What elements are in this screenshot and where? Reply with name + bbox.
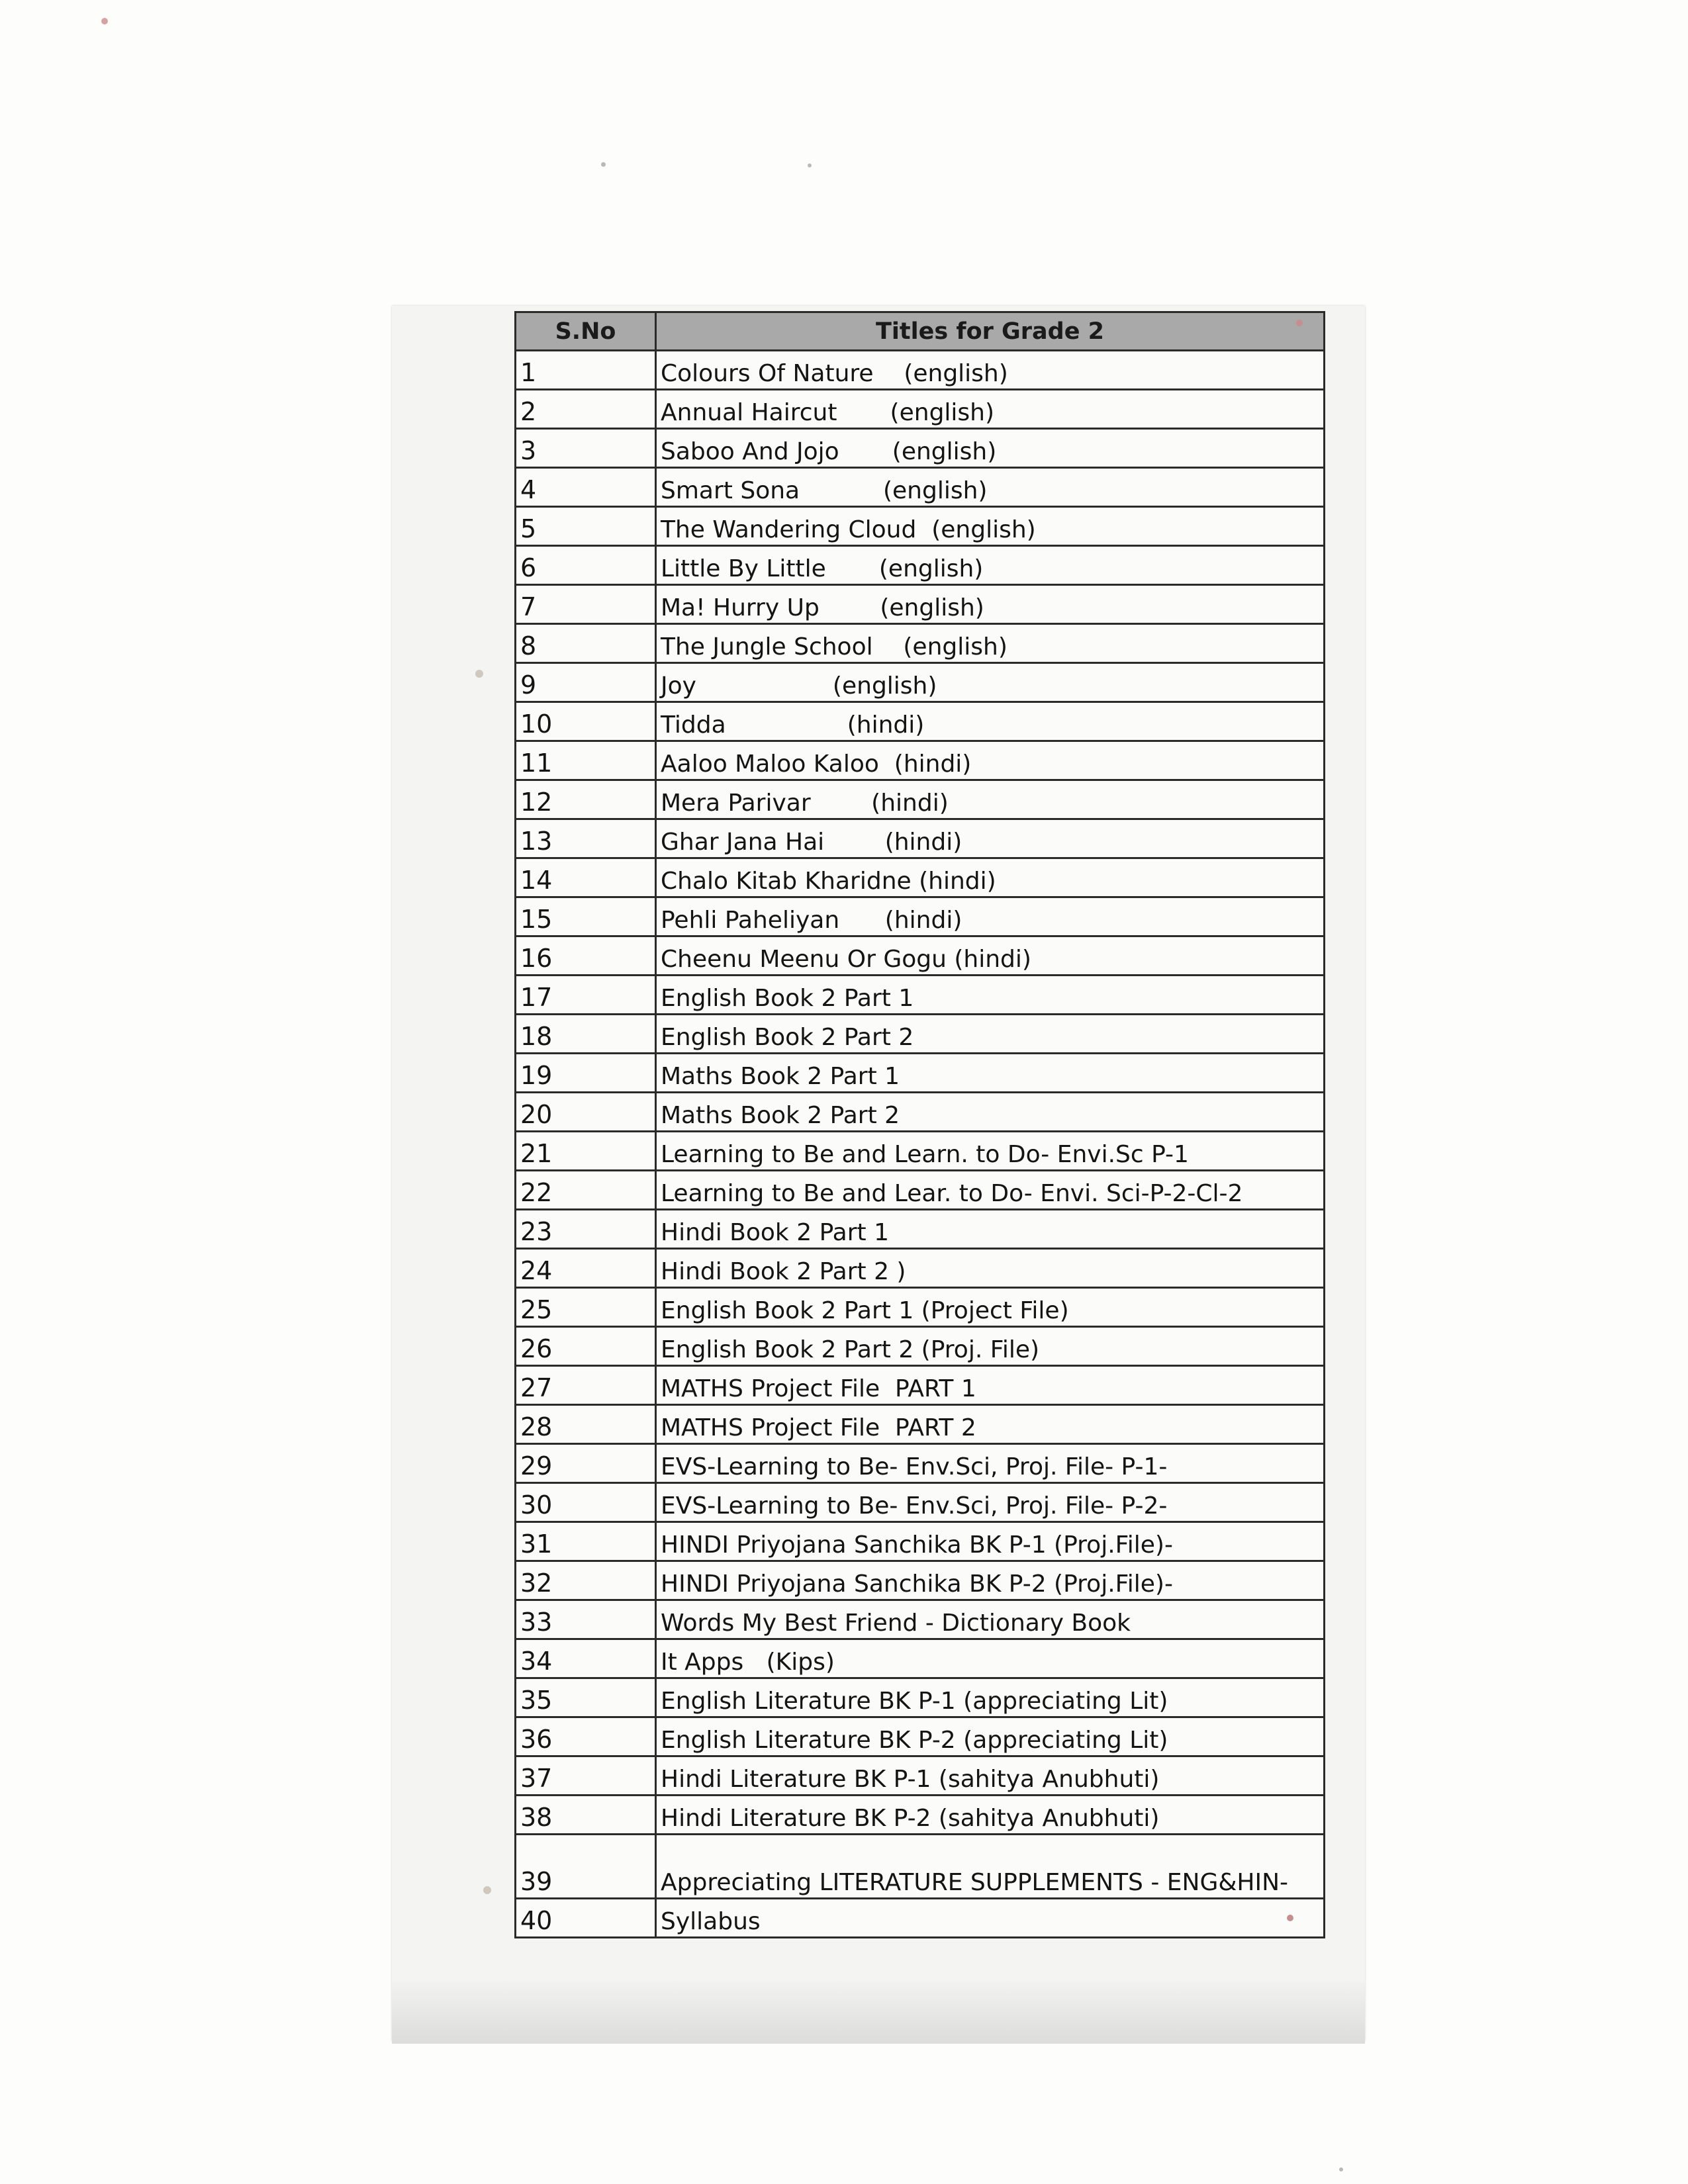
table-row [516, 936, 1325, 976]
row-title: Tidda (hindi) [656, 702, 1325, 741]
table-row [516, 1756, 1325, 1796]
row-sno: 20 [516, 1093, 656, 1132]
table-row [516, 1210, 1325, 1249]
row-sno: 15 [516, 897, 656, 936]
table-row [516, 1249, 1325, 1288]
row-title: It Apps (Kips) [656, 1639, 1325, 1678]
table-row [516, 1600, 1325, 1639]
row-sno: 27 [516, 1366, 656, 1405]
row-title: English Book 2 Part 2 [656, 1015, 1325, 1054]
table-row [516, 663, 1325, 702]
row-title: Appreciating LITERATURE SUPPLEMENTS - ENG&HIN- [656, 1835, 1325, 1899]
table-row [516, 1639, 1325, 1678]
row-sno: 19 [516, 1054, 656, 1093]
row-title: Annual Haircut (english) [656, 390, 1325, 429]
row-title: EVS-Learning to Be- Env.Sci, Proj. File- P-2- [656, 1483, 1325, 1522]
row-sno: 39 [516, 1835, 656, 1899]
row-title: Aaloo Maloo Kaloo (hindi) [656, 741, 1325, 780]
row-sno: 23 [516, 1210, 656, 1249]
row-sno: 33 [516, 1600, 656, 1639]
table-row [516, 1054, 1325, 1093]
row-title: Learning to Be and Learn. to Do- Envi.Sc P-1 [656, 1132, 1325, 1171]
row-title: Colours Of Nature (english) [656, 351, 1325, 390]
row-sno: 2 [516, 390, 656, 429]
row-sno: 1 [516, 351, 656, 390]
row-title: Maths Book 2 Part 1 [656, 1054, 1325, 1093]
header-sno: S.No [516, 312, 656, 351]
row-sno: 4 [516, 468, 656, 507]
row-sno: 14 [516, 858, 656, 897]
table-row [516, 702, 1325, 741]
row-sno: 32 [516, 1561, 656, 1600]
row-sno: 3 [516, 429, 656, 468]
row-title: English Literature BK P-2 (appreciating Lit) [656, 1717, 1325, 1756]
row-title: English Literature BK P-1 (appreciating Lit) [656, 1678, 1325, 1717]
row-title: English Book 2 Part 1 (Project File) [656, 1288, 1325, 1327]
table-row [516, 546, 1325, 585]
table-row [516, 780, 1325, 819]
table-header-row [516, 312, 1325, 351]
row-sno: 34 [516, 1639, 656, 1678]
row-title: MATHS Project File PART 1 [656, 1366, 1325, 1405]
scan-speck [101, 18, 108, 24]
row-sno: 13 [516, 819, 656, 858]
row-sno: 22 [516, 1171, 656, 1210]
table-row [516, 858, 1325, 897]
table-row [516, 1366, 1325, 1405]
scan-speck [808, 163, 812, 167]
row-sno: 16 [516, 936, 656, 976]
row-sno: 11 [516, 741, 656, 780]
table-row [516, 1132, 1325, 1171]
row-sno: 31 [516, 1522, 656, 1561]
table-row [516, 1717, 1325, 1756]
row-sno: 10 [516, 702, 656, 741]
row-title: Words My Best Friend - Dictionary Book [656, 1600, 1325, 1639]
table-row [516, 624, 1325, 663]
row-sno: 17 [516, 976, 656, 1015]
row-sno: 26 [516, 1327, 656, 1366]
row-sno: 25 [516, 1288, 656, 1327]
table-row [516, 1561, 1325, 1600]
row-sno: 35 [516, 1678, 656, 1717]
row-title: Saboo And Jojo (english) [656, 429, 1325, 468]
grade-2-titles-table [514, 311, 1325, 1938]
row-sno: 21 [516, 1132, 656, 1171]
table-row [516, 1015, 1325, 1054]
row-title: Little By Little (english) [656, 546, 1325, 585]
header-titles: Titles for Grade 2 [656, 312, 1325, 351]
scan-speck [1287, 1915, 1293, 1921]
table-row [516, 741, 1325, 780]
table-row [516, 1288, 1325, 1327]
row-title: English Book 2 Part 1 [656, 976, 1325, 1015]
table-row [516, 1444, 1325, 1483]
table-row [516, 897, 1325, 936]
row-title: Learning to Be and Lear. to Do- Envi. Sci-P-2-Cl-2 [656, 1171, 1325, 1210]
row-title: Mera Parivar (hindi) [656, 780, 1325, 819]
table-row [516, 390, 1325, 429]
row-title: English Book 2 Part 2 (Proj. File) [656, 1327, 1325, 1366]
table-row [516, 351, 1325, 390]
table-row [516, 429, 1325, 468]
row-title: Ma! Hurry Up (english) [656, 585, 1325, 624]
row-title: Chalo Kitab Kharidne (hindi) [656, 858, 1325, 897]
table-row [516, 1093, 1325, 1132]
row-sno: 40 [516, 1899, 656, 1938]
scan-speck [475, 670, 483, 678]
row-title: Ghar Jana Hai (hindi) [656, 819, 1325, 858]
row-sno: 6 [516, 546, 656, 585]
row-title: Joy (english) [656, 663, 1325, 702]
row-title: Hindi Book 2 Part 1 [656, 1210, 1325, 1249]
row-sno: 38 [516, 1796, 656, 1835]
scan-speck [601, 162, 606, 167]
row-title: The Jungle School (english) [656, 624, 1325, 663]
row-sno: 5 [516, 507, 656, 546]
row-title: EVS-Learning to Be- Env.Sci, Proj. File- P-1- [656, 1444, 1325, 1483]
table-row [516, 1835, 1325, 1899]
scan-speck [1339, 2167, 1343, 2171]
row-sno: 24 [516, 1249, 656, 1288]
row-sno: 9 [516, 663, 656, 702]
row-sno: 36 [516, 1717, 656, 1756]
table-row [516, 507, 1325, 546]
table-row [516, 819, 1325, 858]
table-row [516, 1678, 1325, 1717]
row-sno: 7 [516, 585, 656, 624]
row-title: Smart Sona (english) [656, 468, 1325, 507]
row-title: The Wandering Cloud (english) [656, 507, 1325, 546]
row-title: Syllabus [656, 1899, 1325, 1938]
table-body [516, 351, 1325, 1938]
table-row [516, 1171, 1325, 1210]
table-row [516, 1522, 1325, 1561]
row-sno: 12 [516, 780, 656, 819]
row-title: HINDI Priyojana Sanchika BK P-2 (Proj.File)- [656, 1561, 1325, 1600]
row-sno: 8 [516, 624, 656, 663]
table-row [516, 1405, 1325, 1444]
row-title: Maths Book 2 Part 2 [656, 1093, 1325, 1132]
row-title: Hindi Literature BK P-1 (sahitya Anubhuti) [656, 1756, 1325, 1796]
table-row [516, 1327, 1325, 1366]
row-sno: 28 [516, 1405, 656, 1444]
table-row [516, 1796, 1325, 1835]
row-title: HINDI Priyojana Sanchika BK P-1 (Proj.File)- [656, 1522, 1325, 1561]
table-row [516, 976, 1325, 1015]
scan-speck [483, 1886, 491, 1894]
row-title: Cheenu Meenu Or Gogu (hindi) [656, 936, 1325, 976]
row-sno: 18 [516, 1015, 656, 1054]
row-sno: 30 [516, 1483, 656, 1522]
scan-speck [1296, 320, 1303, 326]
row-title: Hindi Literature BK P-2 (sahitya Anubhuti) [656, 1796, 1325, 1835]
table-row [516, 1483, 1325, 1522]
row-title: Hindi Book 2 Part 2 ) [656, 1249, 1325, 1288]
table-row [516, 1899, 1325, 1938]
paper-bottom-shadow [392, 1981, 1365, 2044]
table-row [516, 468, 1325, 507]
row-title: Pehli Paheliyan (hindi) [656, 897, 1325, 936]
row-sno: 37 [516, 1756, 656, 1796]
row-sno: 29 [516, 1444, 656, 1483]
row-title: MATHS Project File PART 2 [656, 1405, 1325, 1444]
table-row [516, 585, 1325, 624]
